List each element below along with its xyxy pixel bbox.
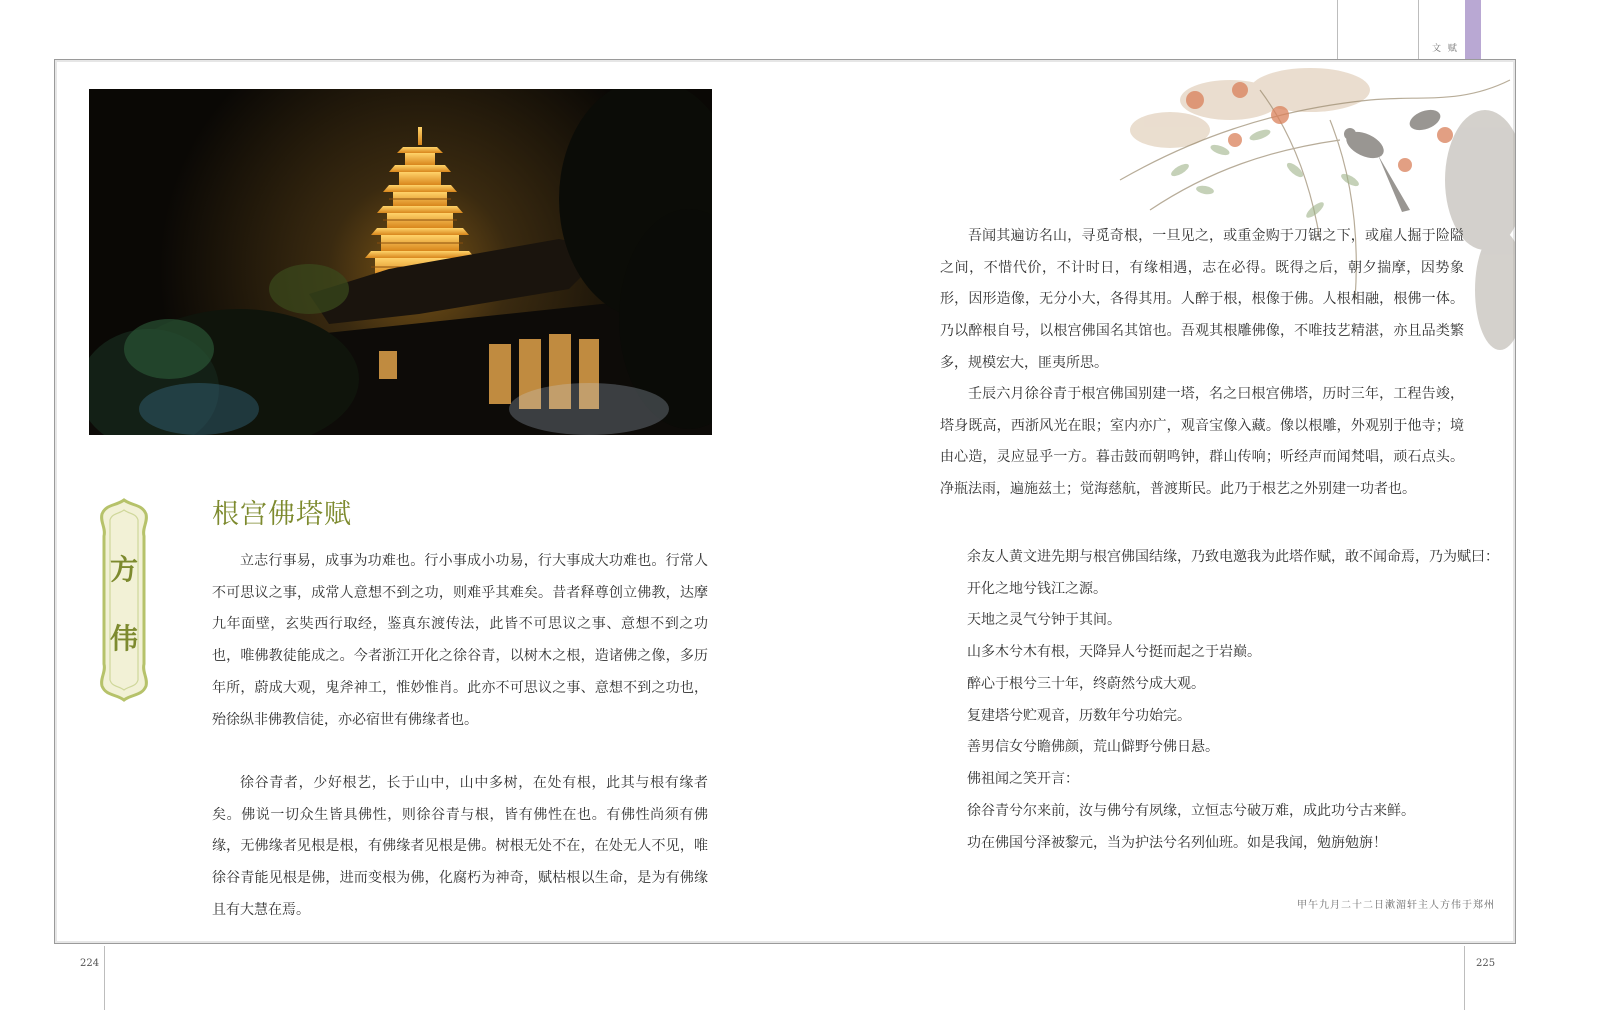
page-number-right: 225 bbox=[1476, 958, 1496, 969]
body-paragraph: 壬辰六月徐谷青于根宫佛国别建一塔，名之曰根宫佛塔，历时三年，工程告竣，塔身既高，西浙风光在眼；室内亦广，观音宝像入藏。像以根雕，外观别于他寺；境由心造，灵应显乎一方。暮击鼓而朝鸣钟，群山传响；听经声而闻梵唱，顽石点头。净瓶法雨，遍施兹土；觉海慈航，普渡斯民。此乃于根艺之外别建一功者也。 bbox=[940, 386, 1464, 498]
poem-line: 徐谷青兮尔来前，汝与佛兮有夙缘，立恒志兮破万难，成此功兮古来鲜。 bbox=[967, 803, 1415, 819]
top-guide-line bbox=[1418, 0, 1419, 59]
poem-line: 功在佛国兮泽被黎元，当为护法兮名列仙班。如是我闻，勉旃勉旃！ bbox=[967, 835, 1387, 851]
author-plaque bbox=[98, 498, 150, 702]
poem-line: 醉心于根兮三十年，终蔚然兮成大观。 bbox=[967, 676, 1205, 692]
body-paragraph: 吾闻其遍访名山，寻觅奇根，一旦见之，或重金购于刀锯之下，或雇人掘于险隘之间，不惜代价，不计时日，有缘相遇，志在必得。既得之后，朝夕揣摩，因势象形，因形造像，无分小大，各得其用。人醉于根，根像于佛。人根相融，根佛一体。乃以醉根自号，以根宫佛国名其馆也。吾观其根雕佛像，不唯技艺精湛，亦且品类繁多，规模宏大，匪夷所思。 bbox=[940, 228, 1464, 371]
body-paragraph: 徐谷青者，少好根艺，长于山中，山中多树，在处有根，此其与根有缘者矣。佛说一切众生皆具佛性，则徐谷青与根，皆有佛性在也。有佛性尚须有佛缘，无佛缘者见根是根，有佛缘者见根是佛。树根无处不在，在处无人不见，唯徐谷青能见根是佛，进而变根为佛，化腐朽为神奇，赋枯根以生命，是为有佛缘且有大慧在焉。 bbox=[212, 775, 708, 918]
signature-line: 甲午九月二十二日漱湄轩主人方伟于郑州 bbox=[1297, 900, 1495, 911]
author-name-char: 方 bbox=[109, 553, 138, 586]
section-tag: 文 赋 bbox=[1432, 44, 1459, 54]
author-name-char: 伟 bbox=[109, 622, 138, 655]
section-tab-accent bbox=[1465, 0, 1481, 59]
bottom-guide-line bbox=[1464, 946, 1465, 1010]
poem-line: 佛祖闻之笑开言： bbox=[967, 771, 1079, 787]
poem-line: 天地之灵气兮钟于其间。 bbox=[967, 612, 1121, 628]
poem-line: 山多木兮木有根，天降异人兮挺而起之于岩巅。 bbox=[967, 644, 1261, 660]
poem-line: 复建塔兮贮观音，历数年兮功始完。 bbox=[967, 708, 1191, 724]
poem-line: 善男信女兮瞻佛颜，荒山僻野兮佛日悬。 bbox=[967, 739, 1219, 755]
page-number-left: 224 bbox=[80, 958, 100, 969]
article-title: 根宫佛塔赋 bbox=[212, 499, 352, 530]
body-paragraph: 立志行事易，成事为功难也。行小事成小功易，行大事成大功难也。行常人不可思议之事，成常人意想不到之功，则难乎其难矣。昔者释尊创立佛教，达摩九年面壁，玄奘西行取经，鉴真东渡传法，此皆不可思议之事、意想不到之功也，唯佛教徒能成之。今者浙江开化之徐谷青，以树木之根，造诸佛之像，多历年所，蔚成大观，鬼斧神工，惟妙惟肖。此亦不可思议之事、意想不到之功也，殆徐纵非佛教信徒，亦必宿世有佛缘者也。 bbox=[212, 553, 708, 728]
poem-intro: 余友人黄文进先期与根宫佛国结缘，乃致电邀我为此塔作赋，敢不闻命焉，乃为赋曰： bbox=[967, 549, 1499, 565]
bottom-guide-line bbox=[104, 946, 105, 1010]
poem-line: 开化之地兮钱江之源。 bbox=[967, 581, 1107, 597]
pagoda-night-photo bbox=[89, 89, 712, 435]
top-guide-line bbox=[1337, 0, 1338, 59]
